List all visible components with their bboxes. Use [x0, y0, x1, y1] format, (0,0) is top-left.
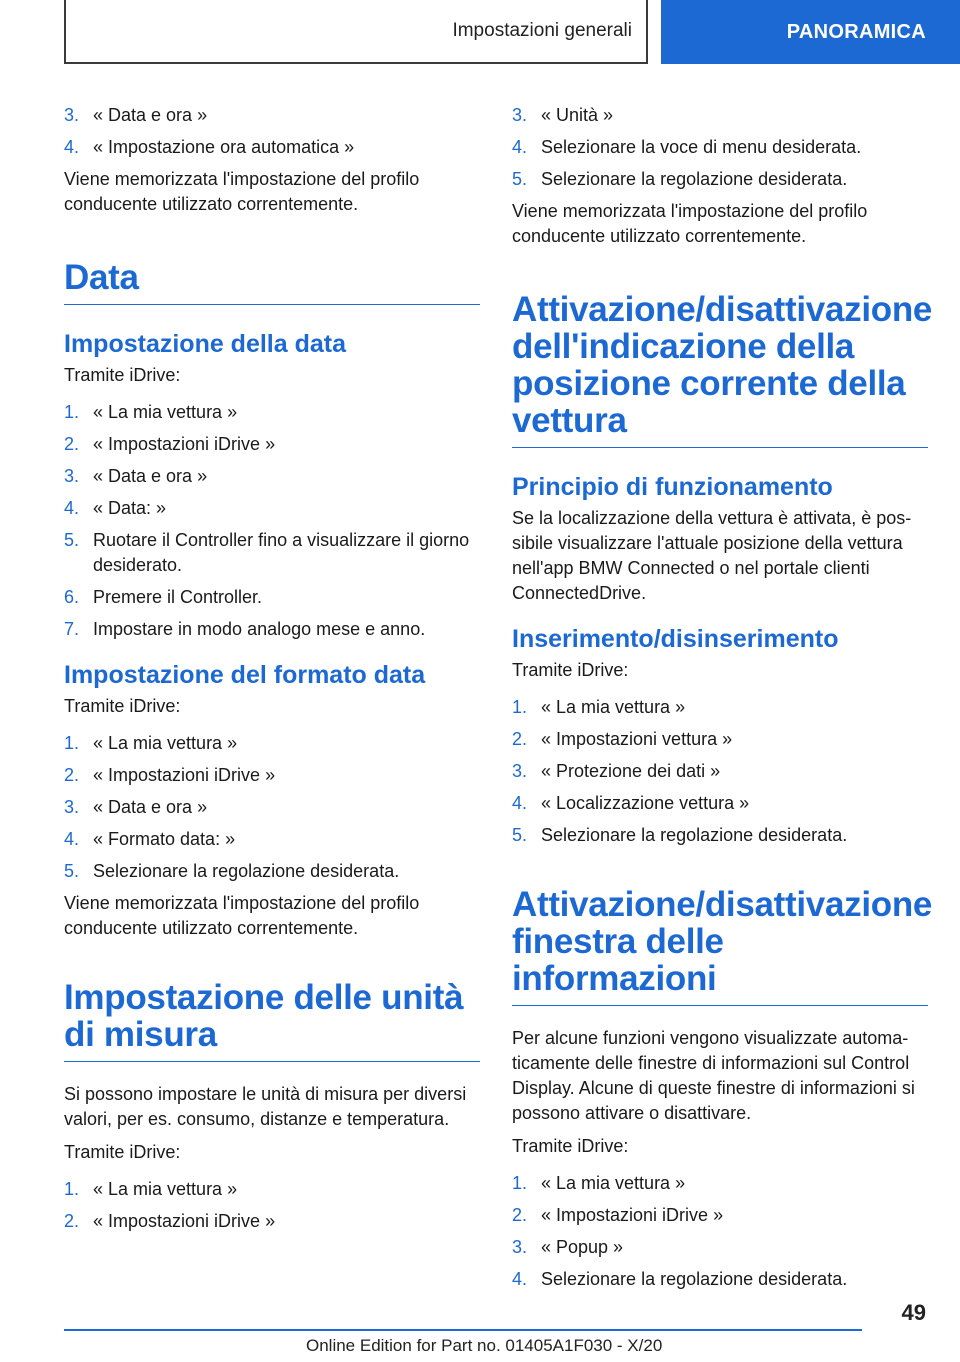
info-paragraph: Per alcune funzioni vengono visualizzate automaticamente delle finestre di informazioni sul Control Display. Alcune di queste finestre di informazioni si possono attivare o disattivare.	[512, 1028, 915, 1123]
step-number: 5.	[512, 825, 528, 845]
step-text: Premere il Controller.	[93, 587, 263, 607]
footer-divider	[64, 1329, 862, 1331]
step-number: 4.	[512, 793, 528, 813]
step-text: « Impostazioni iDrive »	[541, 1205, 724, 1225]
list-item	[512, 1267, 928, 1292]
step-text: Selezionare la regolazione desiderata.	[541, 1269, 848, 1289]
step-text: Impostare in modo analogo mese e anno.	[93, 619, 426, 639]
list-item	[512, 695, 928, 720]
units-steps-list-cont	[512, 103, 928, 192]
list-item	[64, 795, 480, 820]
step-number: 3.	[512, 1237, 528, 1257]
date-steps-list	[64, 400, 480, 642]
units-intro: Tramite iDrive:	[64, 1142, 181, 1162]
step-number: 4.	[512, 137, 528, 157]
list-item	[512, 727, 928, 752]
step-number: 3.	[64, 105, 80, 125]
step-text: « Impostazione ora automatica »	[93, 137, 355, 157]
list-item	[64, 1177, 480, 1202]
step-number: 7.	[64, 619, 80, 639]
step-text: « La mia vettura »	[93, 733, 238, 753]
step-text: Selezionare la regolazione desiderata.	[93, 861, 400, 881]
step-number: 1.	[512, 697, 528, 717]
data-heading: Data	[64, 259, 480, 305]
step-number: 3.	[512, 761, 528, 781]
page-number: 49	[901, 1300, 926, 1325]
step-number: 1.	[64, 733, 80, 753]
info-steps-list	[512, 1171, 928, 1292]
list-item	[64, 859, 480, 884]
step-text: « Popup »	[541, 1237, 624, 1257]
info-heading: Attivazione/disattivazione finestra delle informazioni	[512, 886, 928, 1006]
list-item	[512, 1203, 928, 1228]
step-number: 1.	[512, 1173, 528, 1193]
step-number: 5.	[64, 530, 80, 550]
step-text: Selezionare la regolazione desiderata.	[541, 169, 848, 189]
list-item	[64, 827, 480, 852]
list-item	[512, 1171, 928, 1196]
format-heading: Impostazione del formato data	[64, 661, 426, 689]
header-badge-label: PANORAMICA	[786, 20, 926, 43]
date-intro: Tramite iDrive:	[64, 365, 181, 385]
list-item	[64, 1209, 480, 1234]
step-number: 3.	[512, 105, 528, 125]
step-number: 2.	[64, 434, 80, 454]
units-heading: Impostazione delle unità di misura	[64, 979, 480, 1062]
step-number: 4.	[512, 1269, 528, 1289]
step-text: « La mia vettura »	[541, 1173, 686, 1193]
date-heading: Impostazione della data	[64, 330, 347, 358]
list-item	[512, 135, 928, 160]
onoff-intro: Tramite iDrive:	[512, 660, 629, 680]
list-item	[64, 103, 480, 128]
step-number: 6.	[64, 587, 80, 607]
right-column	[512, 103, 933, 1299]
list-item	[512, 167, 928, 192]
list-item	[512, 823, 928, 848]
left-column	[64, 103, 480, 1241]
step-number: 4.	[64, 498, 80, 518]
step-number: 2.	[512, 1205, 528, 1225]
list-item	[64, 528, 480, 578]
step-number: 5.	[64, 861, 80, 881]
format-intro: Tramite iDrive:	[64, 696, 181, 716]
format-steps-list	[64, 731, 480, 884]
step-text: « Unità »	[541, 105, 614, 125]
step-number: 3.	[64, 797, 80, 817]
step-number: 2.	[64, 1211, 80, 1231]
onoff-steps-list	[512, 695, 928, 848]
step-text: « Data: »	[93, 498, 167, 518]
onoff-heading: Inserimento/disinserimento	[512, 625, 839, 653]
list-item	[64, 400, 480, 425]
step-number: 3.	[64, 466, 80, 486]
principle-heading: Principio di funzionamento	[512, 473, 833, 501]
footer-edition: Online Edition for Part no. 01405A1F030 - X/20	[306, 1336, 663, 1355]
header-section-tab	[64, 0, 648, 64]
step-number: 1.	[64, 402, 80, 422]
units-steps-list	[64, 1177, 480, 1234]
header-section-title: Impostazioni generali	[452, 20, 632, 41]
step-text: « Impostazioni vettura »	[541, 729, 733, 749]
list-item	[512, 1235, 928, 1260]
step-number: 5.	[512, 169, 528, 189]
step-text: « Localizzazione vettura »	[541, 793, 750, 813]
units-paragraph: Si possono impostare le unità di misura per diversi valori, per es. consumo, distanze e temperatura.	[64, 1084, 467, 1129]
step-text: Selezionare la regolazione desiderata.	[541, 825, 848, 845]
list-item	[512, 103, 928, 128]
principle-paragraph: Se la localizzazione della vettura è attivata, è possibile visualizzare l'attuale posizione della vettura nell'app BMW Connected o nel portale clienti ConnectedDrive.	[512, 508, 912, 603]
list-item	[64, 731, 480, 756]
top-note: Viene memorizzata l'impostazione del profilo conducente utilizzato correntemente.	[64, 169, 420, 214]
step-text: Selezionare la voce di menu desiderata.	[541, 137, 862, 157]
step-number: 1.	[64, 1179, 80, 1199]
step-text: « Data e ora »	[93, 105, 208, 125]
step-text: « Data e ora »	[93, 466, 208, 486]
header-badge	[661, 0, 960, 64]
step-text: « Formato data: »	[93, 829, 236, 849]
list-item	[64, 585, 480, 610]
step-text: Ruotare il Controller fino a visualizzare il giorno desiderato.	[93, 530, 470, 575]
step-number: 4.	[64, 829, 80, 849]
info-intro: Tramite iDrive:	[512, 1136, 629, 1156]
top-steps-list	[64, 103, 480, 160]
list-item	[512, 791, 928, 816]
list-item	[64, 432, 480, 457]
list-item	[512, 759, 928, 784]
position-heading: Attivazione/disattivazione dell'indicazione della posizione corrente della vettura	[512, 291, 928, 448]
step-number: 2.	[64, 765, 80, 785]
step-text: « La mia vettura »	[541, 697, 686, 717]
step-text: « Impostazioni iDrive »	[93, 1211, 276, 1231]
list-item	[64, 617, 480, 642]
step-text: « La mia vettura »	[93, 1179, 238, 1199]
format-note: Viene memorizzata l'impostazione del profilo conducente utilizzato correntemente.	[64, 893, 420, 938]
units-note: Viene memorizzata l'impostazione del profilo conducente utilizzato correntemente.	[512, 201, 868, 246]
step-text: « Impostazioni iDrive »	[93, 434, 276, 454]
step-text: « Data e ora »	[93, 797, 208, 817]
step-text: « Protezione dei dati »	[541, 761, 721, 781]
step-text: « La mia vettura »	[93, 402, 238, 422]
step-number: 2.	[512, 729, 528, 749]
step-text: « Impostazioni iDrive »	[93, 765, 276, 785]
step-number: 4.	[64, 137, 80, 157]
list-item	[64, 464, 480, 489]
list-item	[64, 135, 480, 160]
list-item	[64, 496, 480, 521]
list-item	[64, 763, 480, 788]
